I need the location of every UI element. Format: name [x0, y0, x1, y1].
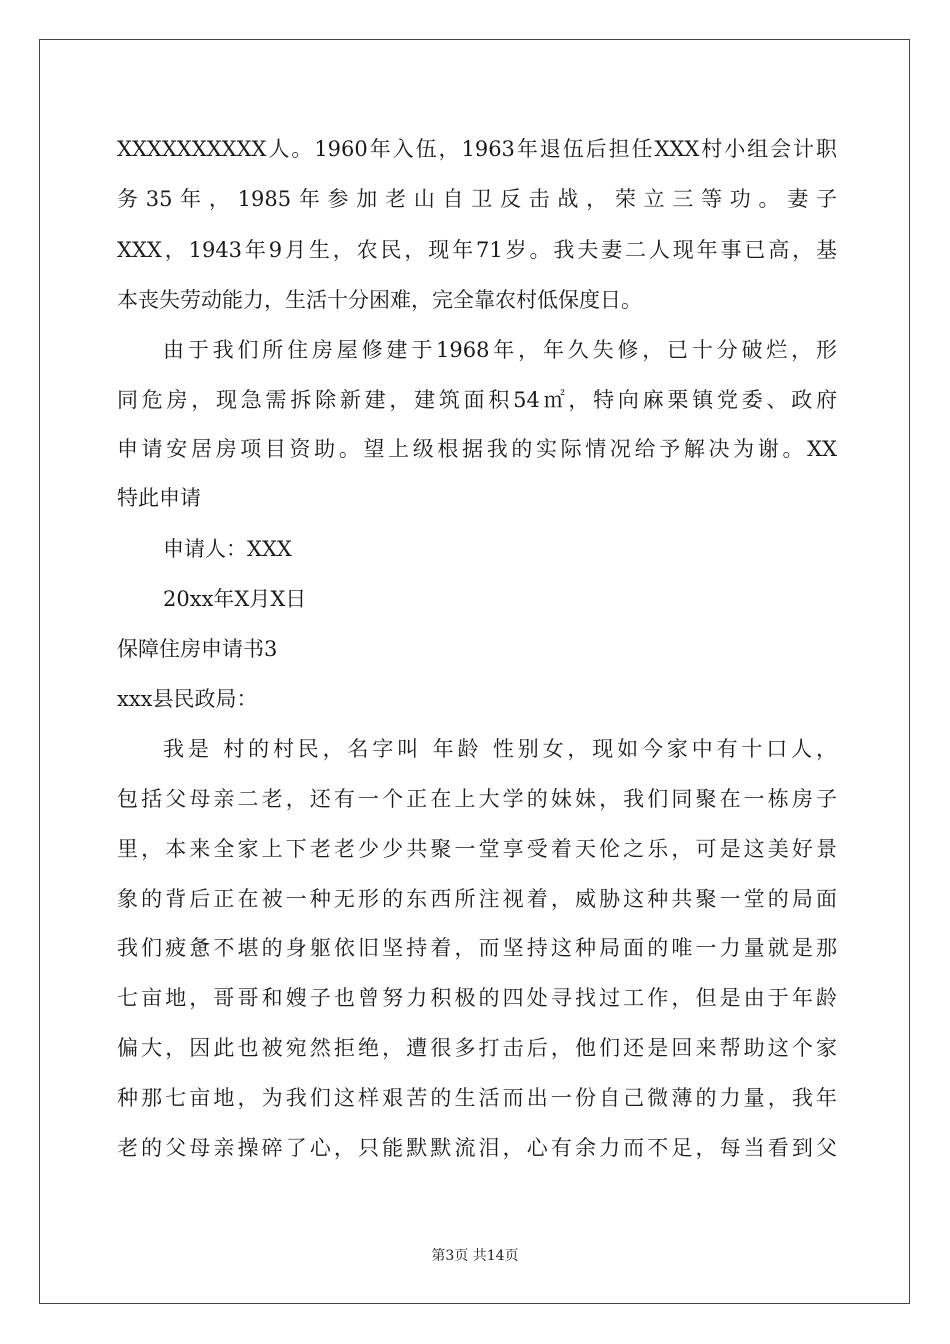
application-date: 20xx年X月X日	[163, 587, 307, 611]
page-border	[39, 39, 910, 1304]
paragraph-first-line: 由于我们所住房屋修建于1968年，年久失修，已十分破烂，形	[163, 338, 837, 362]
text-line: 偏大，因此也被宛然拒绝，遭很多打击后，他们还是回来帮助这个家	[117, 1036, 837, 1060]
text-line: 我们疲惫不堪的身躯依旧坚持着，而坚持这种局面的唯一力量就是那	[117, 936, 837, 960]
text-line: 同危房，现急需拆除新建，建筑面积54㎡，特向麻栗镇党委、政府	[117, 388, 837, 412]
addressee: xxx县民政局：	[117, 687, 258, 711]
page-number-footer: 第3页 共14页	[431, 1248, 519, 1264]
text-line: 七亩地，哥哥和嫂子也曾努力积极的四处寻找过工作，但是由于年龄	[117, 986, 837, 1010]
text-line: 里，本来全家上下老老少少共聚一堂享受着天伦之乐，可是这美好景	[117, 837, 837, 861]
section-title: 保障住房申请书3	[117, 637, 278, 661]
text-line: 本丧失劳动能力，生活十分困难，完全靠农村低保度日。	[117, 288, 642, 312]
text-line: XXXXXXXXXX人。1960年入伍，1963年退伍后担任XXX村小组会计职	[117, 137, 837, 161]
text-line: 象的背后正在被一种无形的东西所注视着，威胁这种共聚一堂的局面	[117, 887, 837, 911]
applicant-signature: 申请人：XXX	[163, 537, 292, 561]
text-line: 包括父母亲二老，还有一个正在上大学的妹妹，我们同聚在一栋房子	[117, 787, 837, 811]
text-line: 老的父母亲操碎了心，只能默默流泪，心有余力而不足，每当看到父	[117, 1136, 837, 1160]
text-line: 务35年，1985年参加老山自卫反击战，荣立三等功。妻子	[117, 187, 837, 211]
text-line: XXX，1943年9月生，农民，现年71岁。我夫妻二人现年事已高，基	[117, 238, 837, 262]
text-line: 申请安居房项目资助。望上级根据我的实际情况给予解决为谢。XX	[117, 437, 837, 461]
paragraph-first-line: 我是 村的村民，名字叫 年龄 性别女，现如今家中有十口人，	[163, 737, 837, 761]
closing-phrase: 特此申请	[117, 486, 201, 510]
text-line: 种那七亩地，为我们这样艰苦的生活而出一份自己微薄的力量，我年	[117, 1086, 837, 1110]
